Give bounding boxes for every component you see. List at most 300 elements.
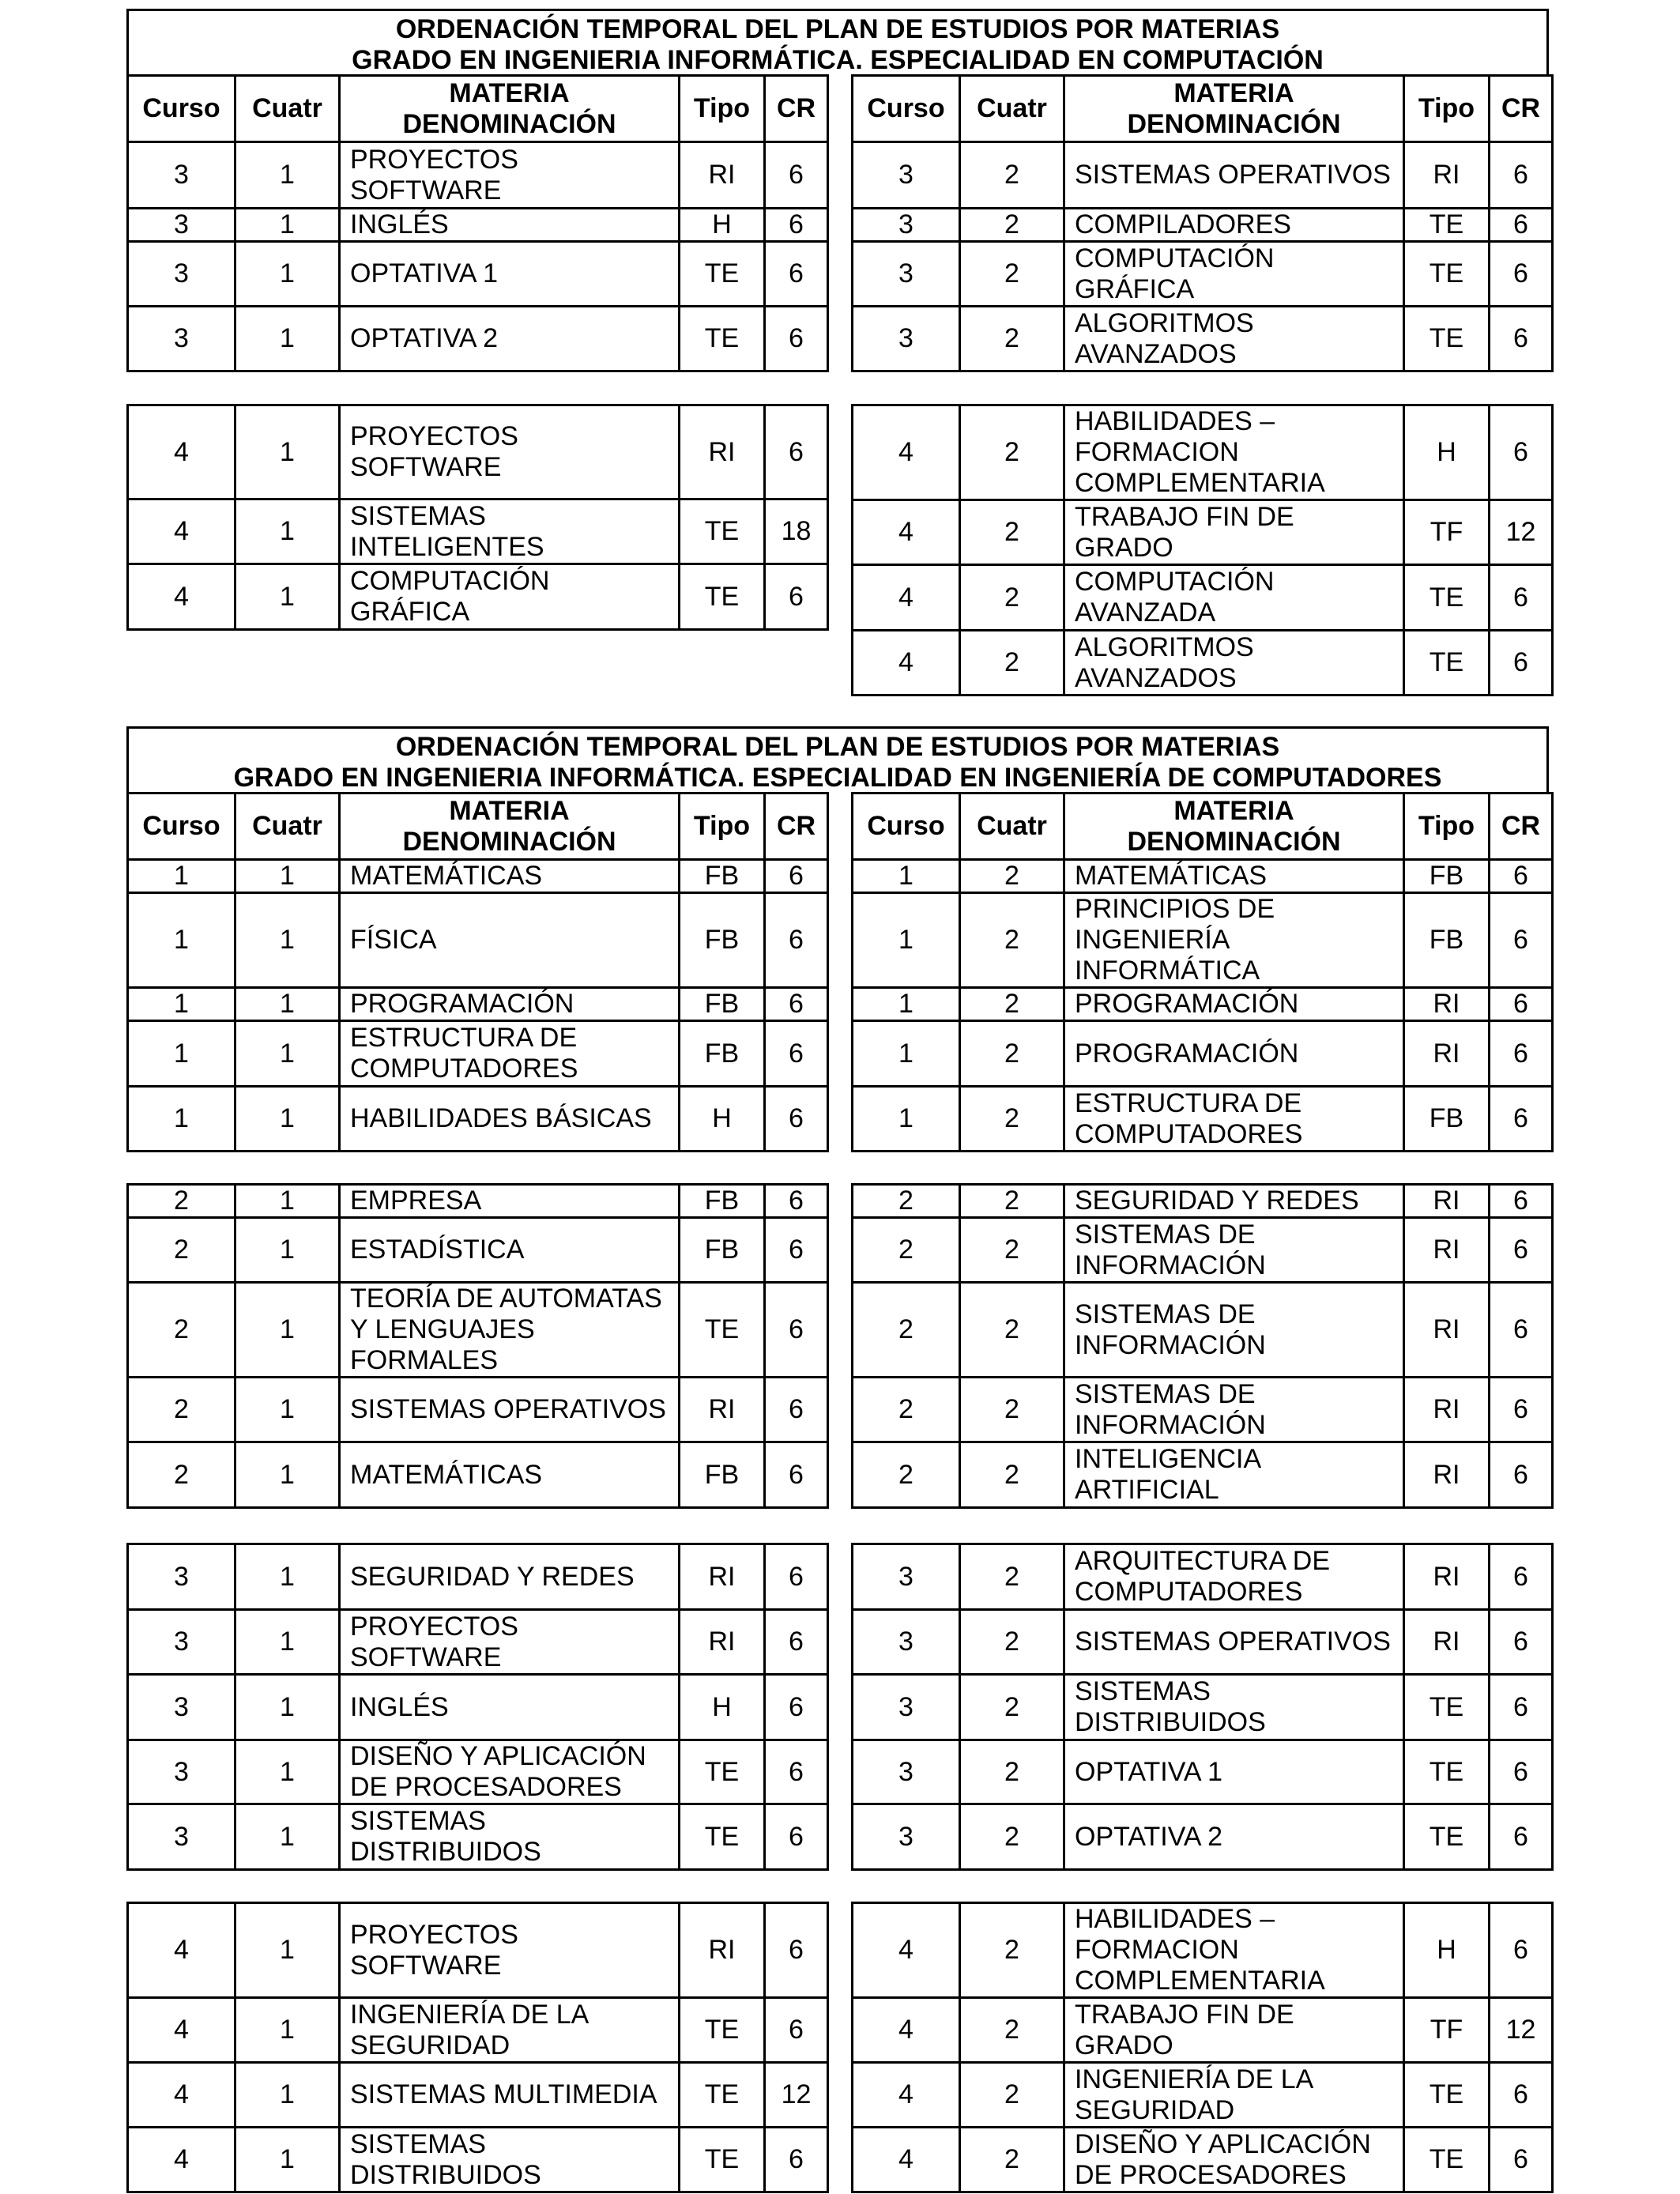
cuatr-cell: 1 [235,1740,340,1804]
cr-cell: 6 [765,1804,828,1870]
table-row [853,307,1553,371]
cuatr-cell: 1 [235,209,340,242]
table-row [853,988,1553,1021]
materia-cell [340,499,680,564]
cuatr-cell: 2 [960,1021,1064,1087]
curso-cell: 4 [853,631,960,696]
tipo-cell: TE [1404,242,1490,307]
table-row [128,209,828,242]
materia-cell [340,1740,680,1804]
header-denominacion-line: DENOMINACIÓN [402,108,616,139]
materia-cell [340,1544,680,1610]
cuatr-cell: 1 [235,405,340,499]
header-cuatr: Cuatr [960,76,1064,142]
curso-cell: 4 [853,1903,960,1998]
course-table-left [126,1543,829,1871]
curso-cell: 1 [853,1087,960,1152]
header-materia [340,794,680,860]
cuatr-cell: 1 [235,564,340,630]
materia-line: OPTATIVA 1 [1075,1756,1223,1787]
materia-line: FORMACION [1075,1935,1239,1965]
materia-line: INGLÉS [350,209,449,239]
cuatr-cell: 1 [235,2063,340,2128]
curso-cell: 1 [853,988,960,1021]
materia-cell [340,1442,680,1508]
table-row [128,405,828,499]
table-row [853,1544,1553,1610]
cr-cell: 6 [1490,1675,1553,1740]
tipo-cell: TE [1404,631,1490,696]
materia-line: GRADO [1075,2030,1173,2060]
curso-cell: 3 [853,242,960,307]
materia-cell [340,1610,680,1675]
cuatr-cell: 1 [235,2128,340,2192]
materia-line: COMPLEMENTARIA [1075,1966,1325,1996]
materia-line: COMPUTACIÓN [1075,567,1275,597]
curso-cell: 3 [853,1610,960,1675]
cuatr-cell: 1 [235,1218,340,1283]
curso-cell: 3 [853,1804,960,1870]
materia-line: GRÁFICA [1075,273,1195,304]
curso-cell: 4 [128,1903,235,1998]
tipo-cell: FB [680,1218,765,1283]
materia-cell [1064,1804,1404,1870]
tipo-cell: H [680,1675,765,1740]
materia-line: GRADO [1075,532,1173,563]
materia-line: INGENIERÍA DE LA [1075,2064,1314,2094]
cuatr-cell: 2 [960,2128,1064,2192]
materia-cell [1064,1903,1404,1998]
tipo-cell: FB [680,1185,765,1218]
materia-line: HABILIDADES – [1075,1904,1275,1934]
curso-cell: 3 [853,142,960,209]
header-tipo: Tipo [680,794,765,860]
curso-cell: 2 [853,1185,960,1218]
materia-line: SISTEMAS DE [1075,1299,1256,1329]
tipo-cell: TE [1404,307,1490,371]
cuatr-cell: 2 [960,988,1064,1021]
cr-cell: 6 [765,860,828,893]
cuatr-cell: 2 [960,1378,1064,1442]
materia-line: PROYECTOS [350,144,518,175]
cr-cell: 6 [765,1903,828,1998]
materia-cell [1064,500,1404,565]
tipo-cell: TE [680,307,765,371]
table-row [128,1675,828,1740]
materia-cell [1064,209,1404,242]
curso-cell: 4 [853,565,960,631]
materia-cell [1064,631,1404,696]
table-row [853,1087,1553,1152]
materia-line: SISTEMAS MULTIMEDIA [350,2079,657,2109]
header-denominacion-line: DENOMINACIÓN [402,826,616,857]
materia-line: PROGRAMACIÓN [1075,989,1299,1019]
tipo-cell: RI [1404,1185,1490,1218]
curso-cell: 2 [853,1283,960,1378]
materia-line: DE PROCESADORES [1075,2159,1347,2190]
cr-cell: 6 [1490,1903,1553,1998]
table-row [128,1903,828,1998]
table-row [853,209,1553,242]
materia-line: SOFTWARE [350,1950,502,1981]
materia-line: SISTEMAS OPERATIVOS [350,1394,666,1424]
table-row [128,142,828,209]
materia-line: COMPUTADORES [1075,1118,1303,1149]
cuatr-cell: 2 [960,1442,1064,1508]
materia-line: PROGRAMACIÓN [350,989,574,1019]
curso-cell: 2 [128,1185,235,1218]
header-row-right [851,792,1554,861]
materia-line: SISTEMAS [1075,1676,1211,1706]
materia-cell [1064,1675,1404,1740]
cuatr-cell: 2 [960,1218,1064,1283]
cr-cell: 6 [1490,1740,1553,1804]
curso-cell: 3 [128,1740,235,1804]
materia-line: ALGORITMOS [1075,307,1254,338]
table-row [853,1610,1553,1675]
table-row [128,499,828,564]
materia-line: DISEÑO Y APLICACIÓN [1075,2128,1371,2159]
cr-cell: 6 [1490,2128,1553,2192]
cuatr-cell: 1 [235,1804,340,1870]
cuatr-cell: 1 [235,893,340,988]
header-cr: CR [765,76,828,142]
cr-cell: 6 [765,1218,828,1283]
table-row [853,893,1553,988]
tipo-cell: FB [1404,860,1490,893]
tipo-cell: TE [680,1740,765,1804]
table-row [853,1442,1553,1508]
cr-cell: 6 [1490,242,1553,307]
materia-line: DISTRIBUIDOS [350,2159,541,2190]
section-title-line: GRADO EN INGENIERIA INFORMÁTICA. ESPECIALIDAD EN INGENIERÍA DE COMPUTADORES [233,763,1442,793]
header-row [128,794,828,860]
materia-line: ARQUITECTURA DE [1075,1546,1331,1576]
header-row [853,794,1553,860]
table-row [853,1218,1553,1283]
curso-cell: 1 [128,1021,235,1087]
cuatr-cell: 2 [960,1675,1064,1740]
materia-cell [1064,2063,1404,2128]
cuatr-cell: 2 [960,1804,1064,1870]
tipo-cell: FB [1404,1087,1490,1152]
table-row [853,1998,1553,2063]
materia-line: COMPLEMENTARIA [1075,468,1325,498]
curso-cell: 3 [853,209,960,242]
materia-cell [340,893,680,988]
header-denominacion-line: DENOMINACIÓN [1127,108,1341,139]
table-row [853,631,1553,696]
course-table-left [126,1902,829,2193]
cr-cell: 6 [765,1544,828,1610]
cr-cell: 12 [765,2063,828,2128]
curso-cell: 2 [853,1442,960,1508]
table-row [128,988,828,1021]
curso-cell: 3 [128,1544,235,1610]
materia-cell [1064,1218,1404,1283]
table-row [853,1804,1553,1870]
cuatr-cell: 2 [960,142,1064,209]
course-table-left [126,1183,829,1509]
table-row [128,1378,828,1442]
materia-line: Y LENGUAJES [350,1314,535,1344]
materia-line: DISTRIBUIDOS [350,1837,541,1867]
materia-line: AVANZADA [1075,598,1216,628]
materia-cell [1064,1442,1404,1508]
materia-cell [340,1903,680,1998]
cr-cell: 6 [1490,1021,1553,1087]
cr-cell: 6 [765,1442,828,1508]
curso-cell: 3 [128,307,235,371]
curso-cell: 4 [128,2063,235,2128]
header-materia [340,76,680,142]
table-row [128,1998,828,2063]
tipo-cell: TE [680,242,765,307]
materia-line: ESTRUCTURA DE [1075,1088,1302,1118]
curso-cell: 3 [128,1610,235,1675]
curso-cell: 4 [128,405,235,499]
header-curso: Curso [853,76,960,142]
curso-cell: 1 [128,893,235,988]
materia-line: TRABAJO FIN DE [1075,1999,1294,2030]
cuatr-cell: 1 [235,142,340,209]
cuatr-cell: 1 [235,1378,340,1442]
materia-line: SISTEMAS DE [1075,1219,1256,1250]
curso-cell: 4 [853,1998,960,2063]
tipo-cell: RI [1404,1283,1490,1378]
cuatr-cell: 2 [960,565,1064,631]
materia-line: INTELIGENTES [350,531,544,562]
materia-line: INFORMACIÓN [1075,1250,1266,1280]
header-materia-line: MATERIA [449,795,570,826]
tipo-cell: TE [1404,209,1490,242]
curso-cell: 3 [128,142,235,209]
cuatr-cell: 1 [235,1675,340,1740]
materia-cell [340,1021,680,1087]
curso-cell: 4 [853,405,960,500]
materia-cell [1064,1087,1404,1152]
course-table-right [851,1902,1554,2193]
cuatr-cell: 1 [235,1998,340,2063]
cuatr-cell: 2 [960,242,1064,307]
materia-line: AVANZADOS [1075,662,1237,693]
tipo-cell: FB [1404,893,1490,988]
materia-cell [1064,860,1404,893]
materia-line: COMPILADORES [1075,209,1291,239]
tipo-cell: TF [1404,1998,1490,2063]
materia-line: HABILIDADES BÁSICAS [350,1103,652,1133]
materia-line: ALGORITMOS [1075,631,1254,662]
materia-line: PROYECTOS [350,1611,518,1642]
curso-cell: 3 [853,1740,960,1804]
curso-cell: 1 [128,988,235,1021]
cuatr-cell: 2 [960,1185,1064,1218]
cr-cell: 6 [1490,1283,1553,1378]
materia-line: INGENIERÍA [1075,925,1230,955]
cr-cell: 6 [765,242,828,307]
cuatr-cell: 2 [960,307,1064,371]
materia-line: SISTEMAS [350,1806,486,1836]
materia-cell [1064,307,1404,371]
cuatr-cell: 2 [960,1740,1064,1804]
course-table-left [126,404,829,631]
table-row [853,500,1553,565]
tipo-cell: TE [1404,565,1490,631]
cr-cell: 6 [1490,142,1553,209]
tipo-cell: TE [1404,1740,1490,1804]
table-row [128,307,828,371]
cr-cell: 6 [765,988,828,1021]
table-row [853,242,1553,307]
header-materia [1064,76,1404,142]
materia-line: INTELIGENCIA [1075,1444,1262,1474]
cr-cell: 6 [1490,988,1553,1021]
curso-cell: 4 [128,564,235,630]
curso-cell: 2 [128,1378,235,1442]
materia-line: OPTATIVA 2 [1075,1821,1223,1852]
tipo-cell: RI [680,1544,765,1610]
tipo-cell: RI [1404,1544,1490,1610]
curso-cell: 3 [853,1544,960,1610]
header-tipo: Tipo [1404,76,1490,142]
materia-cell [340,860,680,893]
materia-line: PRINCIPIOS DE [1075,894,1275,924]
curso-cell: 2 [853,1378,960,1442]
tipo-cell: RI [1404,1610,1490,1675]
materia-line: SEGURIDAD Y REDES [350,1561,635,1592]
materia-cell [340,564,680,630]
cr-cell: 6 [1490,1544,1553,1610]
cr-cell: 6 [765,307,828,371]
cuatr-cell: 1 [235,860,340,893]
materia-cell [340,1998,680,2063]
course-table-right [851,1183,1554,1509]
tipo-cell: RI [1404,1021,1490,1087]
cuatr-cell: 1 [235,1903,340,1998]
materia-line: ESTADÍSTICA [350,1235,525,1265]
section-title-line: ORDENACIÓN TEMPORAL DEL PLAN DE ESTUDIOS POR MATERIAS [395,732,1280,762]
course-table-right [851,404,1554,696]
header-cuatr: Cuatr [235,794,340,860]
cr-cell: 6 [1490,565,1553,631]
header-cr: CR [1490,794,1553,860]
cr-cell: 6 [1490,893,1553,988]
materia-line: PROGRAMACIÓN [1075,1038,1299,1069]
materia-line: INGENIERÍA DE LA [350,1999,590,2030]
materia-line: SISTEMAS DE [1075,1378,1256,1409]
materia-line: SISTEMAS [350,2128,486,2159]
materia-line: COMPUTACIÓN [350,566,550,596]
tipo-cell: RI [1404,1378,1490,1442]
cuatr-cell: 2 [960,405,1064,500]
curso-cell: 3 [128,242,235,307]
table-row [128,1021,828,1087]
cr-cell: 6 [1490,860,1553,893]
curso-cell: 3 [128,209,235,242]
tipo-cell: RI [680,1378,765,1442]
cr-cell: 6 [765,564,828,630]
table-row [853,1903,1553,1998]
table-row [853,1740,1553,1804]
table-row [128,1442,828,1508]
materia-line: COMPUTACIÓN [1075,243,1275,273]
curso-cell: 1 [853,1021,960,1087]
header-row [128,76,828,142]
materia-line: FORMALES [350,1345,499,1375]
cr-cell: 6 [765,1087,828,1152]
table-row [128,564,828,630]
cr-cell: 6 [765,1740,828,1804]
table-row [853,1185,1553,1218]
materia-cell [1064,1378,1404,1442]
materia-cell [1064,1544,1404,1610]
materia-line: INFORMACIÓN [1075,1329,1266,1360]
materia-cell [1064,242,1404,307]
cr-cell: 6 [1490,1185,1553,1218]
tipo-cell: TE [1404,2128,1490,2192]
cuatr-cell: 2 [960,1283,1064,1378]
materia-line: SOFTWARE [350,1642,502,1672]
materia-cell [340,1087,680,1152]
cuatr-cell: 2 [960,1610,1064,1675]
cr-cell: 6 [765,1378,828,1442]
curso-cell: 4 [128,2128,235,2192]
materia-line: FÍSICA [350,925,437,955]
header-denominacion-line: DENOMINACIÓN [1127,826,1341,857]
header-curso: Curso [128,794,235,860]
header-row-left [126,792,829,861]
tipo-cell: RI [1404,988,1490,1021]
materia-line: OPTATIVA 1 [350,258,499,288]
materia-cell [340,1218,680,1283]
table-row [128,1283,828,1378]
cuatr-cell: 2 [960,209,1064,242]
materia-line: ESTRUCTURA DE [350,1023,578,1053]
tipo-cell: RI [1404,142,1490,209]
materia-line: DE PROCESADORES [350,1772,622,1802]
table-row [128,2128,828,2192]
curso-cell: 4 [853,500,960,565]
table-row [128,1544,828,1610]
curso-cell: 1 [128,860,235,893]
curso-cell: 2 [128,1283,235,1378]
cuatr-cell: 1 [235,1610,340,1675]
table-row [128,893,828,988]
cuatr-cell: 1 [235,1283,340,1378]
materia-line: MATEMÁTICAS [350,1459,543,1490]
materia-line: EMPRESA [350,1186,482,1216]
materia-line: ARTIFICIAL [1075,1475,1219,1505]
materia-line: DISEÑO Y APLICACIÓN [350,1741,646,1771]
tipo-cell: TE [680,1998,765,2063]
cr-cell: 6 [1490,209,1553,242]
cuatr-cell: 2 [960,1544,1064,1610]
materia-line: SEGURIDAD [1075,2094,1235,2125]
tipo-cell: RI [680,1610,765,1675]
curso-cell: 1 [853,893,960,988]
cuatr-cell: 1 [235,499,340,564]
materia-cell [1064,405,1404,500]
table-row [853,565,1553,631]
section-title [126,9,1549,74]
materia-line: INFORMACIÓN [1075,1409,1266,1440]
header-curso: Curso [853,794,960,860]
cr-cell: 6 [1490,1804,1553,1870]
materia-line: MATEMÁTICAS [1075,861,1268,891]
materia-cell [340,307,680,371]
curso-cell: 2 [128,1442,235,1508]
header-materia-line: MATERIA [449,77,570,108]
